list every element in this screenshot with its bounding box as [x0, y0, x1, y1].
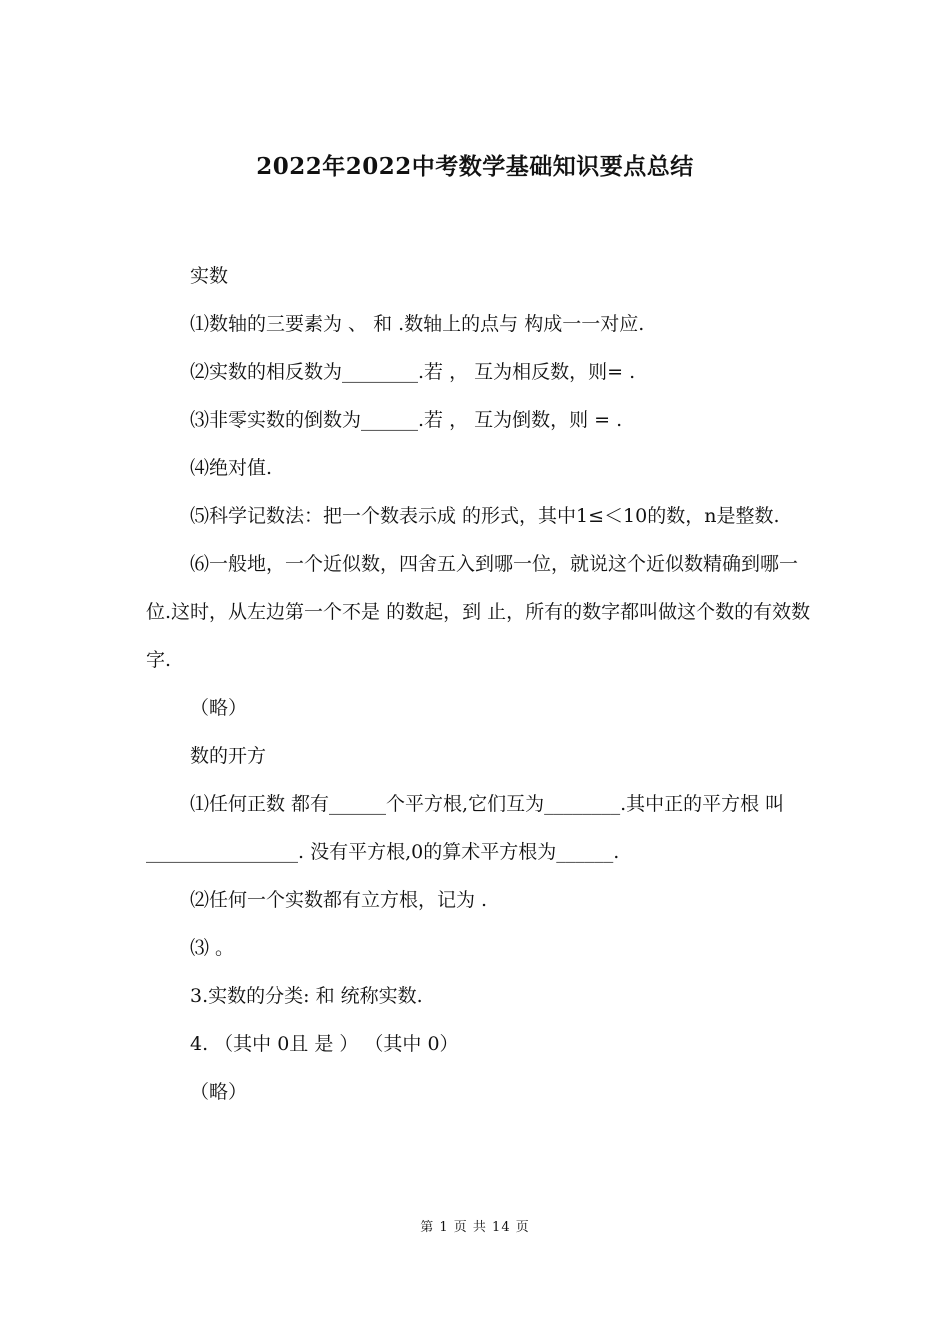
paragraph: ⑷绝对值. [190, 457, 273, 479]
section-heading-roots: 数的开方 [190, 745, 267, 767]
paragraph: ⑴数轴的三要素为 、 和 .数轴上的点与 构成一一对应. [190, 313, 645, 335]
section-heading-real-numbers: 实数 [190, 265, 229, 287]
document-title: 2022年2022中考数学基础知识要点总结 [256, 153, 694, 180]
paragraph: ⑶非零实数的倒数为______.若 ， 互为倒数，则 = . [190, 409, 623, 431]
omitted-note: （略） [190, 697, 248, 719]
paragraph: ⑵任何一个实数都有立方根，记为 . [190, 889, 488, 911]
page-number-footer: 第 1 页 共 14 页 [420, 1220, 530, 1235]
omitted-note: （略） [190, 1081, 248, 1103]
paragraph: ⑹一般地，一个近似数，四舍五入到哪一位，就说这个近似数精确到哪一位.这时，从左边第一个不是 的数起，到 止，所有的数字都叫做这个数的有效数字. [146, 553, 811, 671]
paragraph: ⑴任何正数 都有______个平方根,它们互为________.其中正的平方根 叫________________. 没有平方根,0的算术平方根为______. [146, 793, 785, 863]
document-body [146, 252, 818, 1116]
paragraph: 3.实数的分类: 和 统称实数. [190, 985, 423, 1007]
paragraph: ⑶ 。 [190, 937, 235, 959]
paragraph: 4. （其中 0且 是 ） （其中 0） [190, 1033, 459, 1055]
paragraph: ⑸科学记数法：把一个数表示成 的形式，其中1≤＜10的数，n是整数. [190, 505, 780, 527]
paragraph: ⑵实数的相反数为________.若 ， 互为相反数，则= . [190, 361, 636, 383]
